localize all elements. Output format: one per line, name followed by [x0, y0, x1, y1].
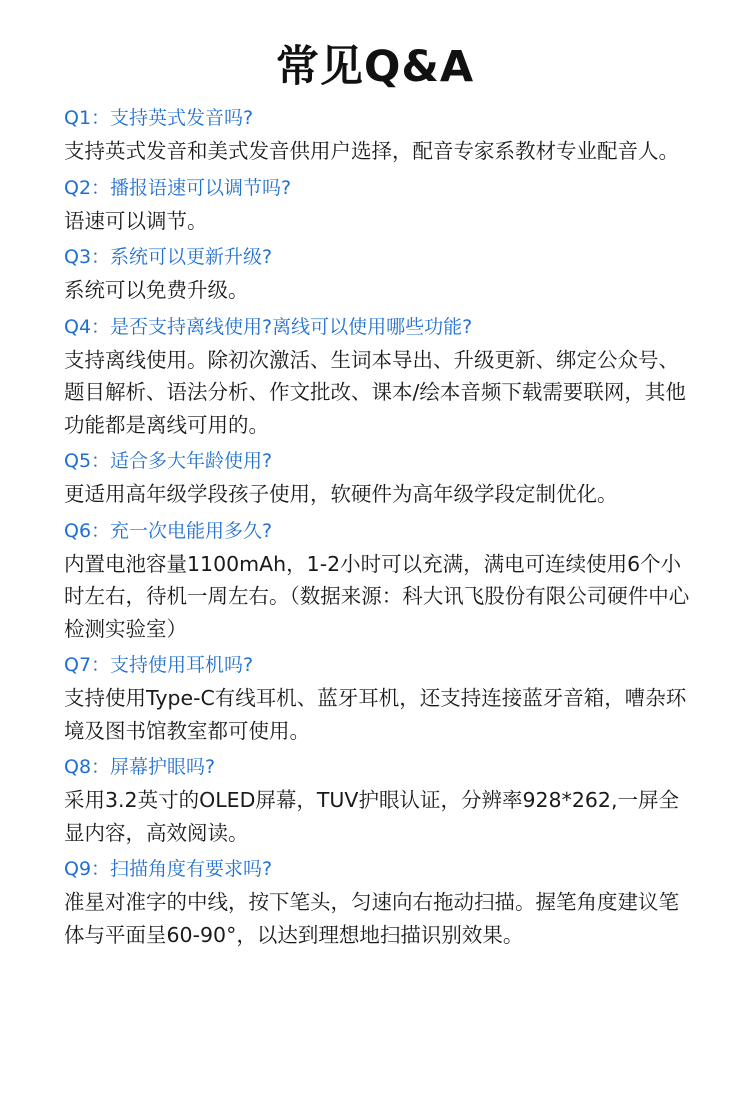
- faq-answer: 采用3.2英寸的OLED屏幕，TUV护眼认证，分辨率928*262,一屏全显内容，高效阅读。: [64, 788, 679, 845]
- faq-question: Q5：适合多大年龄使用?: [64, 450, 273, 472]
- faq-answer: 系统可以免费升级。: [64, 278, 249, 302]
- faq-item-q7: [64, 649, 696, 751]
- faq-answer: 支持使用Type-C有线耳机、蓝牙耳机，还支持连接蓝牙音箱，嘈杂环境及图书馆教室都可使用。: [64, 686, 687, 743]
- faq-list: [64, 102, 696, 955]
- faq-answer: 语速可以调节。: [64, 208, 208, 233]
- faq-item-q3: [64, 241, 696, 311]
- faq-item-q4: [64, 311, 696, 446]
- faq-answer: 支持离线使用。除初次激活、生词本导出、升级更新、绑定公众号、题目解析、语法分析、作文批改、课本/绘本音频下载需要联网，其他功能都是离线可用的。: [64, 347, 686, 437]
- faq-question: Q3：系统可以更新升级?: [64, 246, 273, 268]
- faq-item-q1: [64, 102, 696, 172]
- faq-question: Q2：播报语速可以调节吗?: [64, 176, 292, 199]
- faq-question: Q1：支持英式发音吗?: [64, 107, 254, 129]
- faq-item-q2: [64, 172, 696, 242]
- faq-answer: 更适用高年级学段孩子使用，软硬件为高年级学段定制优化。: [64, 482, 618, 506]
- faq-question: Q7：支持使用耳机吗?: [64, 654, 254, 676]
- page-title: 常见Q&A: [275, 41, 475, 92]
- faq-answer: 准星对准字的中线，按下笔头，匀速向右拖动扫描。握笔角度建议笔体与平面呈60-90°，以达到理想地扫描识别效果。: [64, 890, 679, 947]
- faq-answer: 支持英式发音和美式发音供用户选择，配音专家系教材专业配音人。: [64, 139, 679, 163]
- faq-question: Q6：充一次电能用多久?: [64, 519, 273, 542]
- faq-question: Q8：屏幕护眼吗?: [64, 756, 216, 778]
- faq-item-q5: [64, 445, 696, 515]
- faq-question: Q9：扫描角度有要求吗?: [64, 858, 273, 880]
- faq-answer: 内置电池容量1100mAh，1-2小时可以充满，满电可连续使用6个小时左右，待机一周左右。（数据来源：科大讯飞股份有限公司硬件中心检测实验室）: [64, 551, 690, 641]
- faq-question: Q4：是否支持离线使用?离线可以使用哪些功能?: [64, 315, 473, 338]
- faq-item-q8: [64, 751, 696, 853]
- faq-item-q6: [64, 515, 696, 650]
- faq-item-q9: [64, 853, 696, 955]
